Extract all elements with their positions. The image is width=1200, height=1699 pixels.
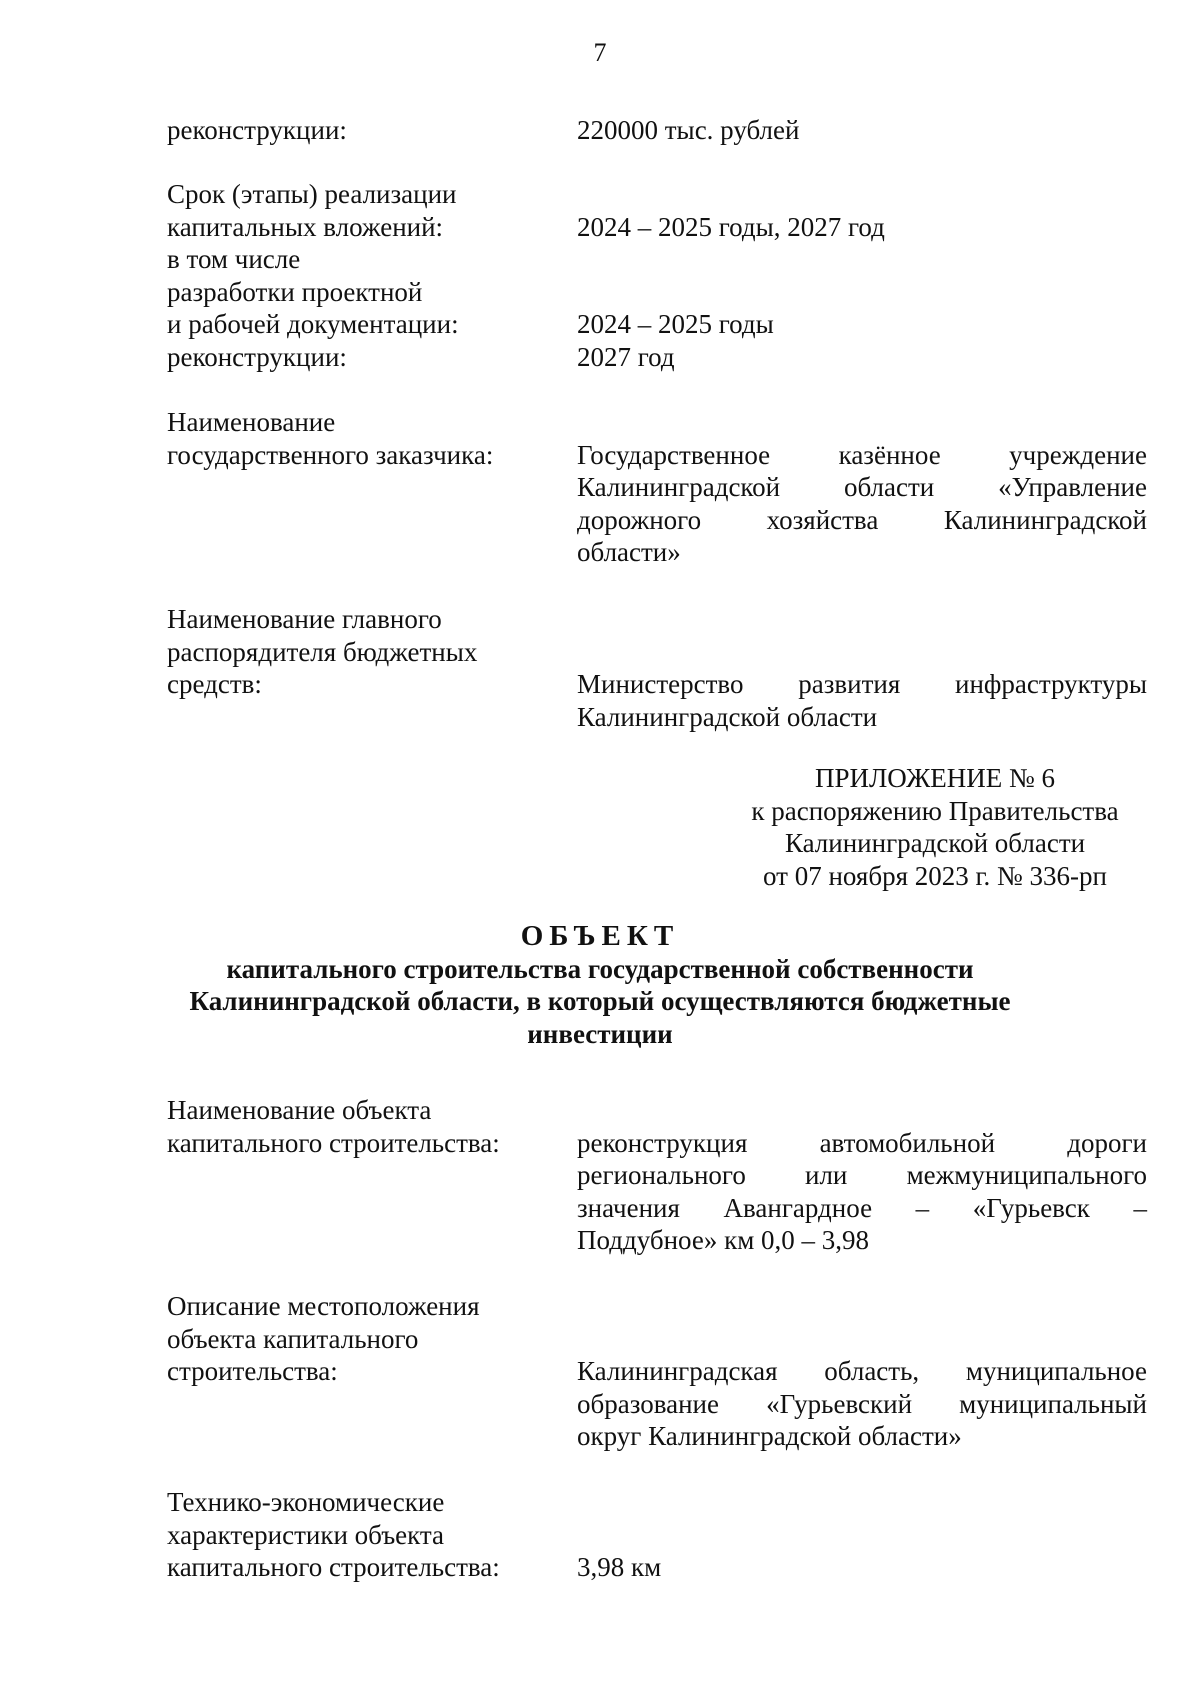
label-line: Наименование главного bbox=[167, 604, 442, 634]
value-line: области» bbox=[577, 537, 681, 567]
section-heading bbox=[0, 920, 1200, 1050]
value-line: Калининградской области «Управление bbox=[577, 472, 1147, 502]
term-total-value: 2024 – 2025 годы, 2027 год bbox=[577, 211, 885, 242]
label-line: капитальных вложений: bbox=[167, 211, 444, 242]
term-reconstruction-value: 2027 год bbox=[577, 341, 675, 372]
label-line: характеристики объекта bbox=[167, 1519, 445, 1550]
label-line: распорядителя бюджетных bbox=[167, 636, 478, 667]
label-line: реконструкции: bbox=[167, 341, 347, 372]
value-line: Государственное казённое учреждение bbox=[577, 439, 1147, 470]
value-line: образование «Гурьевский муниципальный bbox=[577, 1388, 1147, 1419]
value-line: округ Калининградской области» bbox=[577, 1421, 962, 1451]
label-line: разработки проектной bbox=[167, 276, 423, 307]
object-name-label bbox=[167, 1094, 547, 1159]
appendix-title: ПРИЛОЖЕНИЕ № 6 bbox=[814, 763, 1056, 793]
label-line: объекта капитального bbox=[167, 1323, 419, 1354]
label-line: капитального строительства: bbox=[167, 1127, 500, 1158]
value-line: Поддубное» км 0,0 – 3,98 bbox=[577, 1225, 870, 1255]
term-design-value: 2024 – 2025 годы bbox=[577, 309, 774, 339]
value-line: дорожного хозяйства Калининградской bbox=[577, 504, 1147, 535]
page-number: 7 bbox=[593, 38, 607, 67]
heading-line: Калининградской области, в который осуществляются бюджетные bbox=[189, 986, 1011, 1016]
label-line: в том числе bbox=[167, 244, 301, 274]
label-line: и рабочей документации: bbox=[167, 309, 459, 339]
budget-manager-label bbox=[167, 603, 547, 701]
label-line: капитального строительства: bbox=[167, 1552, 500, 1582]
customer-label bbox=[167, 406, 547, 471]
implementation-term-values bbox=[577, 178, 1147, 373]
implementation-term-label bbox=[167, 178, 547, 373]
value-line: Министерство развития инфраструктуры bbox=[577, 669, 1147, 699]
label-line: Наименование bbox=[167, 407, 336, 437]
label-line: Технико-экономические bbox=[167, 1487, 445, 1517]
specs-label bbox=[167, 1486, 547, 1584]
object-name-value bbox=[577, 1127, 1147, 1257]
label-line: Срок (этапы) реализации bbox=[167, 179, 457, 209]
value-line: реконструкция автомобильной дороги bbox=[577, 1127, 1147, 1158]
budget-manager-value bbox=[577, 668, 1147, 733]
value-line: Калининградской области bbox=[577, 701, 878, 732]
appendix-date-number: от 07 ноября 2023 г. № 336-рп bbox=[763, 860, 1107, 891]
appendix-line: Калининградской области bbox=[784, 828, 1086, 858]
location-value bbox=[577, 1355, 1147, 1453]
specs-value-block bbox=[577, 1551, 1147, 1584]
appendix-block bbox=[720, 762, 1150, 892]
specs-value: 3,98 км bbox=[577, 1552, 662, 1582]
reconstruction-cost-label: реконструкции: bbox=[167, 115, 347, 145]
label-line: государственного заказчика: bbox=[167, 439, 494, 470]
value-line: значения Авангардное – «Гурьевск – bbox=[577, 1192, 1147, 1223]
label-line: Наименование объекта bbox=[167, 1095, 432, 1125]
label-line: строительства: bbox=[167, 1356, 338, 1386]
heading-line: инвестиции bbox=[527, 1018, 673, 1049]
appendix-line: к распоряжению Правительства bbox=[751, 795, 1119, 826]
label-line: Описание местоположения bbox=[167, 1291, 480, 1321]
value-line: регионального или межмуниципального bbox=[577, 1160, 1147, 1190]
customer-value bbox=[577, 439, 1147, 569]
reconstruction-cost-value: 220000 тыс. рублей bbox=[577, 115, 800, 145]
heading-title: ОБЪЕКТ bbox=[520, 920, 680, 952]
value-line: Калининградская область, муниципальное bbox=[577, 1356, 1147, 1386]
label-line: средств: bbox=[167, 669, 262, 699]
location-label bbox=[167, 1290, 547, 1388]
heading-line: капитального строительства государственной собственности bbox=[226, 953, 974, 984]
